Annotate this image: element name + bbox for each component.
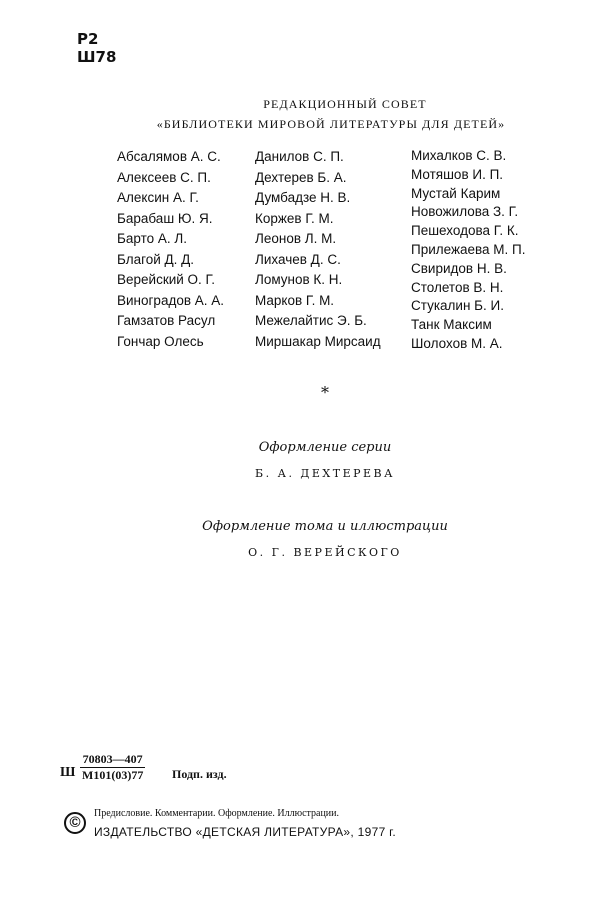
series-design-label: Оформление серии <box>258 440 392 455</box>
member-name: Алексеев С. П. <box>117 169 211 185</box>
council-series: «БИБЛИОТЕКИ МИРОВОЙ ЛИТЕРАТУРЫ ДЛЯ ДЕТЕЙ» <box>156 117 506 131</box>
member-name: Алексин А. Г. <box>117 190 199 205</box>
member-name: Гамзатов Расул <box>117 313 216 328</box>
member-name: Коржев Г. М. <box>255 210 334 226</box>
volume-design-credit <box>0 519 600 559</box>
member-name: Мустай Карим <box>411 185 501 201</box>
member-name: Гончар Олесь <box>117 333 204 349</box>
member-name: Барабаш Ю. Я. <box>117 210 213 226</box>
member-name: Шолохов М. А. <box>411 335 503 351</box>
member-name: Абсалямов А. С. <box>117 149 221 164</box>
member-name: Дехтерев Б. А. <box>255 169 347 185</box>
index-numerator: 70803—407 <box>82 752 143 766</box>
index-letter: Ш <box>60 765 76 780</box>
member-name: Стукалин Б. И. <box>411 298 504 314</box>
volume-design-label: Оформление тома и иллюстрации <box>202 519 448 534</box>
section-separator: * <box>321 383 329 402</box>
members-column-1 <box>117 147 224 352</box>
index-denominator: М101(03)77 <box>82 768 144 782</box>
classification-codes <box>77 30 116 66</box>
member-name: Танк Максим <box>411 317 492 333</box>
subscription-note: Подп. изд. <box>172 767 227 781</box>
publisher-line: ИЗДАТЕЛЬСТВО «ДЕТСКАЯ ЛИТЕРАТУРА», 1977 г. <box>94 825 397 839</box>
member-name: Леонов Л. М. <box>255 231 337 246</box>
members-column-2 <box>255 147 381 352</box>
series-design-credit <box>0 440 600 480</box>
member-name: Благой Д. Д. <box>117 251 195 267</box>
council-title: РЕДАКЦИОННЫЙ СОВЕТ <box>263 97 427 111</box>
author-mark: Ш78 <box>77 48 117 66</box>
member-name: Прилежаева М. П. <box>411 241 526 257</box>
member-name: Михалков С. В. <box>411 148 507 163</box>
member-name: Лихачев Д. С. <box>255 251 341 267</box>
series-design-name: Б. А. ДЕХТЕРЕВА <box>255 467 395 480</box>
member-name: Межелайтис Э. Б. <box>255 313 367 328</box>
copyright-parts: Предисловие. Комментарии. Оформление. Иллюстрации. <box>94 808 340 819</box>
member-name: Барто А. Л. <box>117 231 187 246</box>
member-name: Данилов С. П. <box>255 149 344 164</box>
member-name: Миршакар Мирсаид <box>255 333 381 349</box>
member-name: Свиридов Н. В. <box>411 260 507 276</box>
index-fraction <box>80 752 145 783</box>
member-name: Столетов В. Н. <box>411 279 504 295</box>
copyright-icon: © <box>64 812 86 834</box>
member-name: Новожилова З. Г. <box>411 204 519 220</box>
member-name: Думбадзе Н. В. <box>255 190 351 205</box>
member-name: Мотяшов И. П. <box>411 166 504 182</box>
member-name: Виноградов А. А. <box>117 292 225 308</box>
editorial-council-heading <box>0 94 600 134</box>
member-name: Верейский О. Г. <box>117 272 215 287</box>
members-column-3 <box>411 147 526 354</box>
member-name: Пешеходова Г. К. <box>411 223 519 239</box>
member-name: Марков Г. М. <box>255 292 335 308</box>
volume-design-name: О. Г. ВЕРЕЙСКОГО <box>248 546 402 559</box>
member-name: Ломунов К. Н. <box>255 272 343 287</box>
classification-code: Р2 <box>77 30 99 48</box>
